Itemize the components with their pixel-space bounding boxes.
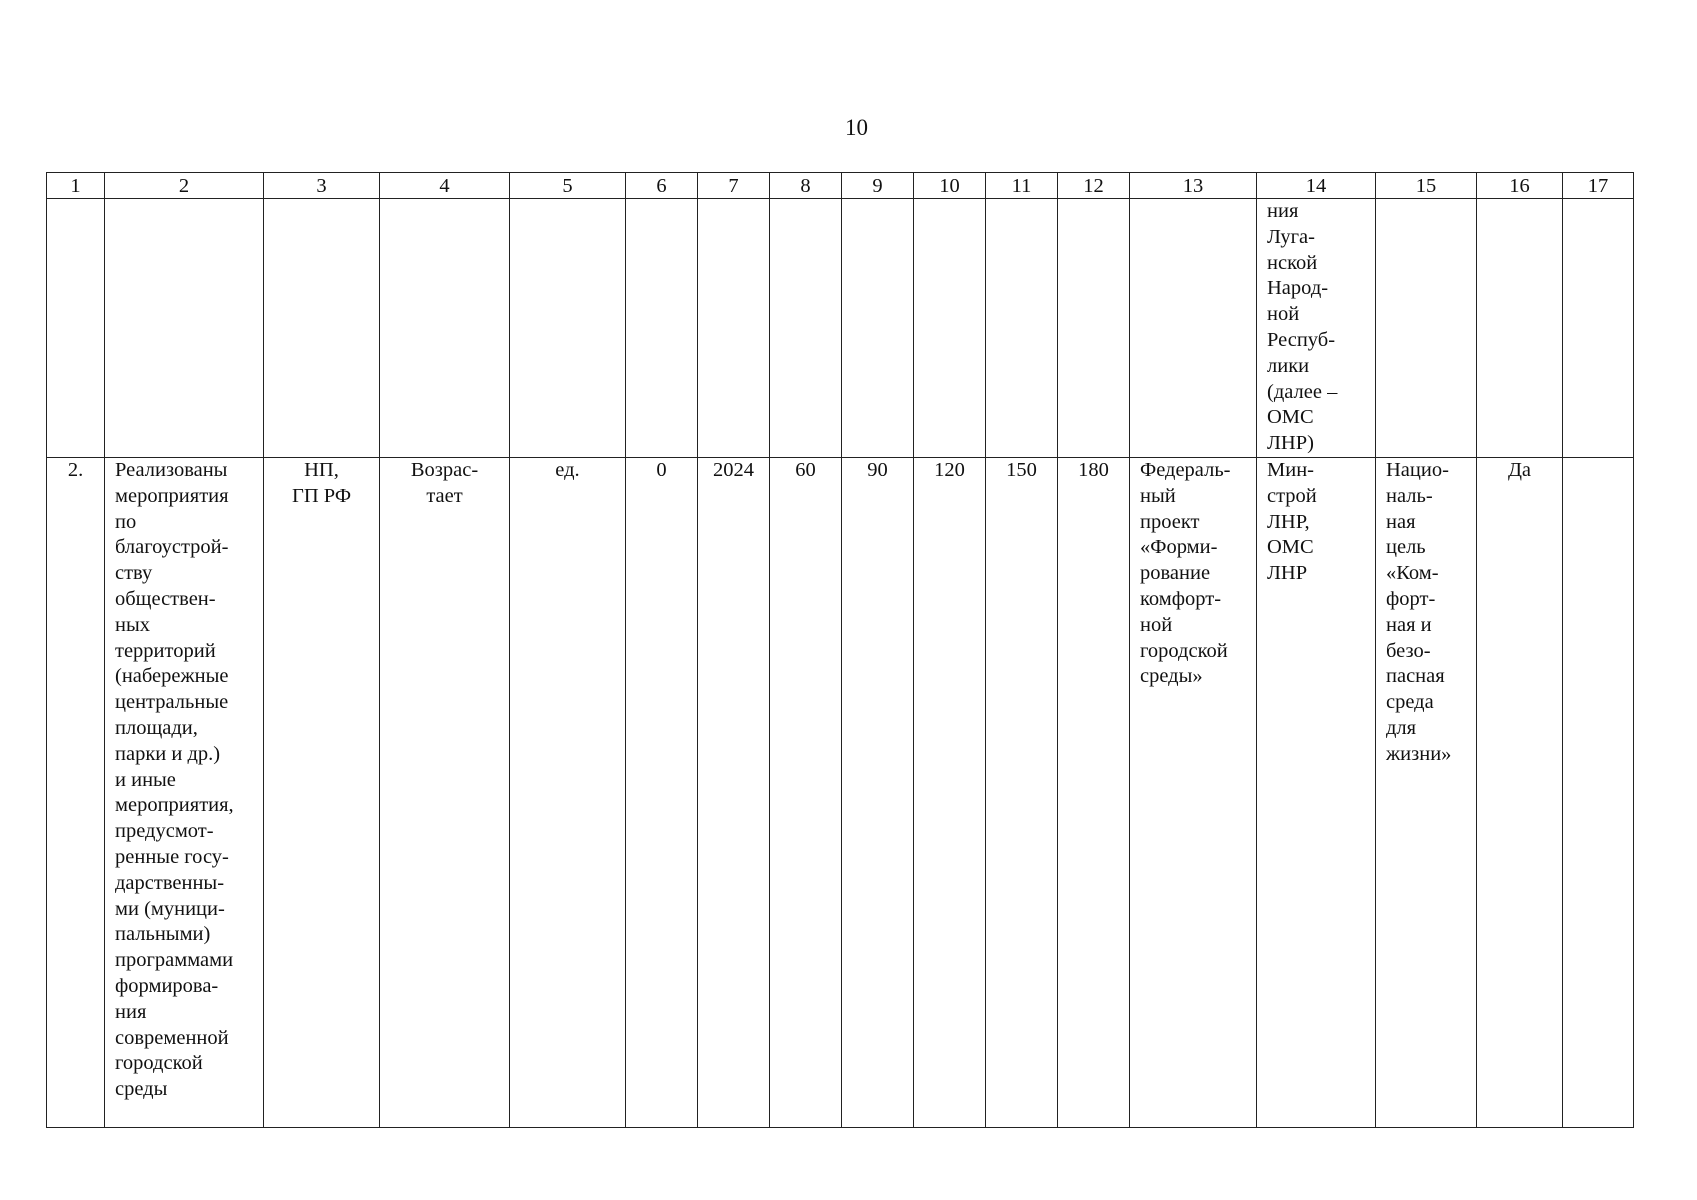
- column-number-6: 6: [626, 173, 698, 199]
- table-cell: [105, 199, 264, 458]
- goal-link: Нацио- наль- ная цель «Ком- форт- ная и безо- пасная среда для жизни»: [1386, 458, 1452, 765]
- value-col-9: 90: [867, 458, 888, 481]
- table-cell: [986, 199, 1058, 458]
- trend: Возрас- тает: [410, 458, 479, 507]
- page-number: 10: [845, 115, 868, 140]
- table-cell: [1058, 199, 1130, 458]
- table-cell: [770, 199, 842, 458]
- flag-cell: [1477, 457, 1563, 1127]
- indicator-name: Реализованы мероприятия по благоустрой- ству обществен- ных территорий (набережные центральные площади, парки и др.) и иные мероприятия, предусмот- ренные госу- дарственны- ми (муници- пальными) программами формирова- ния современной городской среды: [115, 458, 234, 1101]
- value-col-10: 120: [934, 458, 965, 481]
- column-number-3: 3: [264, 173, 380, 199]
- goal-link-cell: [1376, 457, 1477, 1127]
- value-cell: [842, 457, 914, 1127]
- column-number-row: [47, 173, 1634, 199]
- base-year: 2024: [713, 458, 754, 481]
- value-col-8: 60: [795, 458, 816, 481]
- base-value-cell: [626, 457, 698, 1127]
- responsible-continuation-text: ния Луга- нской Народ- ной Респуб- лики (далее – ОМС ЛНР): [1267, 200, 1338, 455]
- document-cell: [1130, 457, 1257, 1127]
- table-cell: [1376, 199, 1477, 458]
- value-cell: [1058, 457, 1130, 1127]
- row-number-cell: [47, 457, 105, 1127]
- value-cell: [770, 457, 842, 1127]
- flag: Да: [1507, 458, 1532, 481]
- table-cell: [626, 199, 698, 458]
- value-col-11: 150: [1006, 458, 1037, 481]
- trend-cell: [380, 457, 510, 1127]
- responsible-cell: [1257, 457, 1376, 1127]
- table-row: [47, 457, 1634, 1127]
- column-number-8: 8: [770, 173, 842, 199]
- base-year-cell: [698, 457, 770, 1127]
- value-cell: [914, 457, 986, 1127]
- table-cell: [510, 199, 626, 458]
- column-number-2: 2: [105, 173, 264, 199]
- column-number-9: 9: [842, 173, 914, 199]
- column-number-11: 11: [986, 173, 1058, 199]
- table-cell: [1477, 199, 1563, 458]
- table-cell: [1563, 457, 1634, 1127]
- value-cell: [986, 457, 1058, 1127]
- unit: ед.: [555, 458, 580, 481]
- table-cell: [914, 199, 986, 458]
- indicator-name-cell: [105, 457, 264, 1127]
- column-number-17: 17: [1563, 173, 1634, 199]
- indicators-table: [46, 172, 1634, 1128]
- indicator-level-cell: [264, 457, 380, 1127]
- base-value: 0: [656, 458, 667, 481]
- table-cell: [380, 199, 510, 458]
- column-number-13: 13: [1130, 173, 1257, 199]
- continuation-row: [47, 199, 1634, 458]
- column-number-12: 12: [1058, 173, 1130, 199]
- column-number-4: 4: [380, 173, 510, 199]
- value-col-12: 180: [1078, 458, 1109, 481]
- table-cell: [1563, 199, 1634, 458]
- table-cell: [842, 199, 914, 458]
- column-number-14: 14: [1257, 173, 1376, 199]
- column-number-16: 16: [1477, 173, 1563, 199]
- responsible-cell: [1257, 199, 1376, 458]
- column-number-1: 1: [47, 173, 105, 199]
- indicator-level: НП, ГП РФ: [291, 458, 352, 507]
- responsible: Мин- строй ЛНР, ОМС ЛНР: [1267, 458, 1317, 585]
- table-cell: [698, 199, 770, 458]
- table-cell: [1130, 199, 1257, 458]
- column-number-7: 7: [698, 173, 770, 199]
- column-number-5: 5: [510, 173, 626, 199]
- column-number-10: 10: [914, 173, 986, 199]
- document: Федераль- ный проект «Форми- рование комфорт- ной городской среды»: [1140, 458, 1231, 688]
- table-cell: [264, 199, 380, 458]
- unit-cell: [510, 457, 626, 1127]
- row-number: 2.: [67, 458, 84, 481]
- column-number-15: 15: [1376, 173, 1477, 199]
- table-cell: [47, 199, 105, 458]
